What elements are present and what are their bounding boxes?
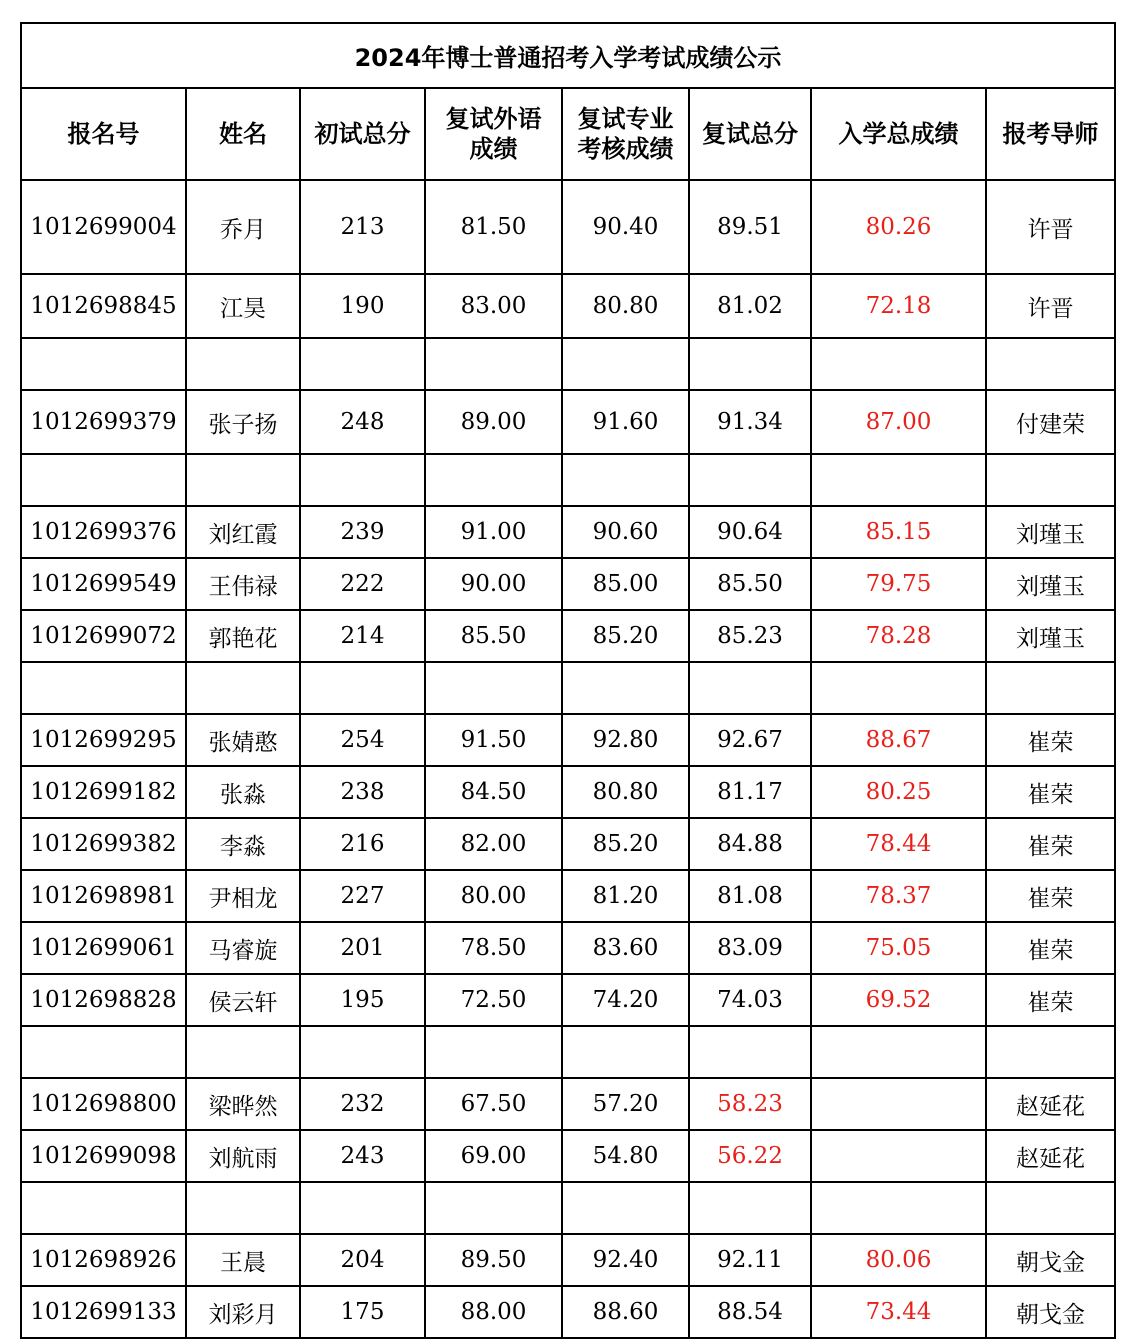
table-row — [21, 1234, 1115, 1286]
student-name: 刘彩月 — [186, 1286, 300, 1338]
total-score — [811, 1182, 986, 1234]
major-score: 85.00 — [562, 558, 689, 610]
language-score: 82.00 — [425, 818, 562, 870]
major-score: 57.20 — [562, 1078, 689, 1130]
registration-id: 1012699133 — [21, 1286, 186, 1338]
major-score: 74.20 — [562, 974, 689, 1026]
language-score: 89.00 — [425, 390, 562, 454]
language-score: 81.50 — [425, 180, 562, 274]
spacer-row — [21, 1182, 1115, 1234]
registration-id: 1012699382 — [21, 818, 186, 870]
major-score: 85.20 — [562, 818, 689, 870]
student-name — [186, 662, 300, 714]
student-name — [186, 338, 300, 390]
advisor-name: 付建荣 — [986, 390, 1115, 454]
registration-id — [21, 454, 186, 506]
student-name: 张淼 — [186, 766, 300, 818]
table-row — [21, 1078, 1115, 1130]
table-title: 2024年博士普通招考入学考试成绩公示 — [21, 23, 1115, 88]
major-score — [562, 338, 689, 390]
student-name: 张婧憨 — [186, 714, 300, 766]
advisor-name: 赵延花 — [986, 1130, 1115, 1182]
table-row — [21, 974, 1115, 1026]
retest-score: 83.09 — [689, 922, 811, 974]
major-score: 80.80 — [562, 274, 689, 338]
header-name: 姓名 — [186, 88, 300, 180]
table-row — [21, 818, 1115, 870]
table-row — [21, 390, 1115, 454]
registration-id: 1012699061 — [21, 922, 186, 974]
initial-score: 254 — [300, 714, 425, 766]
advisor-name: 刘瑾玉 — [986, 506, 1115, 558]
initial-score: 216 — [300, 818, 425, 870]
total-score: 80.06 — [811, 1234, 986, 1286]
advisor-name: 赵延花 — [986, 1078, 1115, 1130]
advisor-name: 崔荣 — [986, 974, 1115, 1026]
table-row — [21, 1130, 1115, 1182]
total-score: 78.37 — [811, 870, 986, 922]
total-score: 80.26 — [811, 180, 986, 274]
registration-id: 1012698828 — [21, 974, 186, 1026]
table-row — [21, 922, 1115, 974]
header-total-score: 入学总成绩 — [811, 88, 986, 180]
header-advisor: 报考导师 — [986, 88, 1115, 180]
initial-score — [300, 338, 425, 390]
registration-id — [21, 1182, 186, 1234]
major-score: 90.40 — [562, 180, 689, 274]
initial-score — [300, 1026, 425, 1078]
retest-score: 56.22 — [689, 1130, 811, 1182]
language-score: 80.00 — [425, 870, 562, 922]
table-row — [21, 506, 1115, 558]
advisor-name: 崔荣 — [986, 766, 1115, 818]
major-score: 90.60 — [562, 506, 689, 558]
header-retest-score: 复试总分 — [689, 88, 811, 180]
student-name: 李淼 — [186, 818, 300, 870]
language-score — [425, 1182, 562, 1234]
retest-score: 81.02 — [689, 274, 811, 338]
advisor-name — [986, 662, 1115, 714]
initial-score: 204 — [300, 1234, 425, 1286]
retest-score: 92.67 — [689, 714, 811, 766]
initial-score: 222 — [300, 558, 425, 610]
major-score: 54.80 — [562, 1130, 689, 1182]
initial-score: 195 — [300, 974, 425, 1026]
retest-score: 92.11 — [689, 1234, 811, 1286]
advisor-name — [986, 1182, 1115, 1234]
retest-score: 85.50 — [689, 558, 811, 610]
student-name: 王伟禄 — [186, 558, 300, 610]
total-score — [811, 662, 986, 714]
student-name: 刘红霞 — [186, 506, 300, 558]
header-major-score: 复试专业 考核成绩 — [562, 88, 689, 180]
student-name: 侯云轩 — [186, 974, 300, 1026]
advisor-name: 许晋 — [986, 274, 1115, 338]
student-name: 张子扬 — [186, 390, 300, 454]
language-score: 69.00 — [425, 1130, 562, 1182]
table-row — [21, 180, 1115, 274]
registration-id: 1012699098 — [21, 1130, 186, 1182]
retest-score: 91.34 — [689, 390, 811, 454]
initial-score — [300, 1182, 425, 1234]
registration-id: 1012698800 — [21, 1078, 186, 1130]
registration-id — [21, 1026, 186, 1078]
total-score: 78.28 — [811, 610, 986, 662]
registration-id: 1012698845 — [21, 274, 186, 338]
major-score: 91.60 — [562, 390, 689, 454]
language-score: 83.00 — [425, 274, 562, 338]
language-score: 90.00 — [425, 558, 562, 610]
advisor-name: 刘瑾玉 — [986, 558, 1115, 610]
major-score: 85.20 — [562, 610, 689, 662]
language-score: 67.50 — [425, 1078, 562, 1130]
registration-id — [21, 662, 186, 714]
language-score: 85.50 — [425, 610, 562, 662]
advisor-name: 崔荣 — [986, 922, 1115, 974]
spacer-row — [21, 454, 1115, 506]
total-score: 79.75 — [811, 558, 986, 610]
advisor-name: 朝戈金 — [986, 1234, 1115, 1286]
table-row — [21, 870, 1115, 922]
major-score — [562, 1182, 689, 1234]
language-score: 88.00 — [425, 1286, 562, 1338]
total-score — [811, 1130, 986, 1182]
retest-score: 58.23 — [689, 1078, 811, 1130]
total-score: 69.52 — [811, 974, 986, 1026]
score-table — [20, 22, 1116, 1339]
registration-id: 1012699376 — [21, 506, 186, 558]
student-name: 马睿旋 — [186, 922, 300, 974]
header-id: 报名号 — [21, 88, 186, 180]
registration-id: 1012698981 — [21, 870, 186, 922]
header-initial-score: 初试总分 — [300, 88, 425, 180]
total-score: 88.67 — [811, 714, 986, 766]
student-name: 刘航雨 — [186, 1130, 300, 1182]
major-score — [562, 662, 689, 714]
total-score — [811, 1078, 986, 1130]
initial-score: 243 — [300, 1130, 425, 1182]
registration-id: 1012699182 — [21, 766, 186, 818]
total-score — [811, 338, 986, 390]
table-row — [21, 766, 1115, 818]
table-row — [21, 1286, 1115, 1338]
registration-id: 1012699549 — [21, 558, 186, 610]
initial-score: 248 — [300, 390, 425, 454]
major-score: 92.80 — [562, 714, 689, 766]
major-score: 92.40 — [562, 1234, 689, 1286]
student-name — [186, 1026, 300, 1078]
advisor-name: 崔荣 — [986, 714, 1115, 766]
total-score: 85.15 — [811, 506, 986, 558]
language-score: 84.50 — [425, 766, 562, 818]
table-row — [21, 714, 1115, 766]
major-score: 81.20 — [562, 870, 689, 922]
retest-score — [689, 1026, 811, 1078]
student-name: 郭艳花 — [186, 610, 300, 662]
total-score: 87.00 — [811, 390, 986, 454]
initial-score: 214 — [300, 610, 425, 662]
language-score: 89.50 — [425, 1234, 562, 1286]
retest-score — [689, 1182, 811, 1234]
language-score — [425, 454, 562, 506]
header-language-score: 复试外语 成绩 — [425, 88, 562, 180]
retest-score — [689, 662, 811, 714]
registration-id: 1012699379 — [21, 390, 186, 454]
advisor-name — [986, 1026, 1115, 1078]
spacer-row — [21, 662, 1115, 714]
initial-score: 213 — [300, 180, 425, 274]
registration-id: 1012699072 — [21, 610, 186, 662]
advisor-name — [986, 338, 1115, 390]
major-score: 88.60 — [562, 1286, 689, 1338]
language-score: 91.00 — [425, 506, 562, 558]
initial-score: 227 — [300, 870, 425, 922]
total-score: 78.44 — [811, 818, 986, 870]
student-name: 尹相龙 — [186, 870, 300, 922]
student-name: 江昊 — [186, 274, 300, 338]
major-score: 83.60 — [562, 922, 689, 974]
retest-score: 89.51 — [689, 180, 811, 274]
initial-score — [300, 454, 425, 506]
retest-score: 90.64 — [689, 506, 811, 558]
initial-score: 175 — [300, 1286, 425, 1338]
total-score: 80.25 — [811, 766, 986, 818]
retest-score — [689, 454, 811, 506]
initial-score: 238 — [300, 766, 425, 818]
initial-score: 239 — [300, 506, 425, 558]
total-score: 73.44 — [811, 1286, 986, 1338]
student-name: 乔月 — [186, 180, 300, 274]
initial-score — [300, 662, 425, 714]
advisor-name: 刘瑾玉 — [986, 610, 1115, 662]
major-score — [562, 1026, 689, 1078]
language-score — [425, 662, 562, 714]
total-score: 72.18 — [811, 274, 986, 338]
language-score: 78.50 — [425, 922, 562, 974]
registration-id: 1012698926 — [21, 1234, 186, 1286]
initial-score: 201 — [300, 922, 425, 974]
header-row — [21, 88, 1115, 180]
retest-score — [689, 338, 811, 390]
table-row — [21, 610, 1115, 662]
advisor-name — [986, 454, 1115, 506]
student-name: 梁晔然 — [186, 1078, 300, 1130]
initial-score: 190 — [300, 274, 425, 338]
retest-score: 85.23 — [689, 610, 811, 662]
advisor-name: 崔荣 — [986, 818, 1115, 870]
table-row — [21, 274, 1115, 338]
total-score: 75.05 — [811, 922, 986, 974]
retest-score: 81.17 — [689, 766, 811, 818]
advisor-name: 崔荣 — [986, 870, 1115, 922]
student-name — [186, 1182, 300, 1234]
retest-score: 74.03 — [689, 974, 811, 1026]
advisor-name: 许晋 — [986, 180, 1115, 274]
registration-id: 1012699295 — [21, 714, 186, 766]
retest-score: 88.54 — [689, 1286, 811, 1338]
student-name: 王晨 — [186, 1234, 300, 1286]
registration-id — [21, 338, 186, 390]
advisor-name: 朝戈金 — [986, 1286, 1115, 1338]
registration-id: 1012699004 — [21, 180, 186, 274]
language-score: 91.50 — [425, 714, 562, 766]
spacer-row — [21, 338, 1115, 390]
language-score: 72.50 — [425, 974, 562, 1026]
student-name — [186, 454, 300, 506]
total-score — [811, 1026, 986, 1078]
language-score — [425, 1026, 562, 1078]
major-score — [562, 454, 689, 506]
table-row — [21, 558, 1115, 610]
retest-score: 84.88 — [689, 818, 811, 870]
language-score — [425, 338, 562, 390]
initial-score: 232 — [300, 1078, 425, 1130]
total-score — [811, 454, 986, 506]
major-score: 80.80 — [562, 766, 689, 818]
spacer-row — [21, 1026, 1115, 1078]
retest-score: 81.08 — [689, 870, 811, 922]
title-row — [21, 23, 1115, 88]
